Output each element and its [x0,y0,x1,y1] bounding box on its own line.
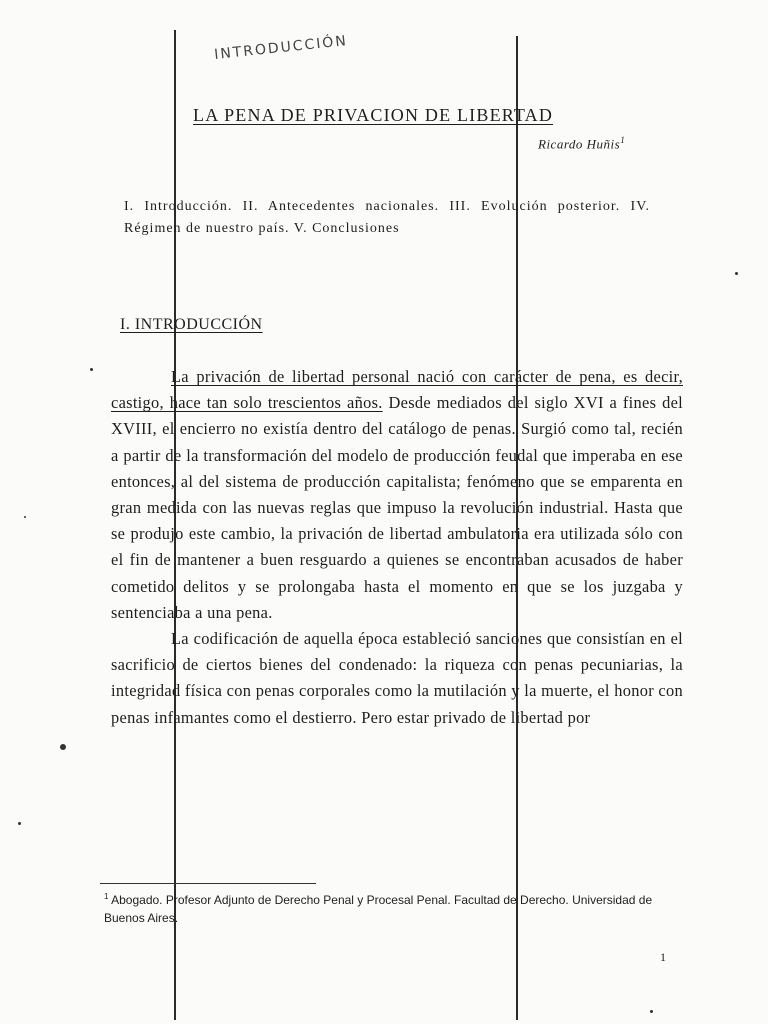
underlined-sentence: La privación de libertad personal nació con carácter de pena, es decir, castigo, hace tan solo trescientos años. [111,367,683,413]
footnote [104,888,694,927]
scan-speck [735,272,738,275]
scan-speck [60,744,66,750]
scan-speck [24,516,26,518]
document-title: LA PENA DE PRIVACION DE LIBERTAD [193,105,554,125]
page-number: 1 [660,950,666,964]
section-body [111,364,683,731]
footnote-text: Abogado. Profesor Adjunto de Derecho Penal y Procesal Penal. Facultad de Derecho. Universidad de Buenos Aires. [104,893,653,925]
section-heading: I. INTRODUCCIÓN [120,316,263,333]
handwritten-note: INTRODUCCIÓN [213,33,349,63]
scan-speck [18,822,21,825]
author-footnote-mark: 1 [620,135,626,145]
paragraph [111,364,683,626]
author [538,135,625,152]
footnote-mark: 1 [104,892,109,901]
table-of-contents-summary: I. Introducción. II. Antecedentes nacionales. III. Evolución posterior. IV. Régimen de nuestro país. V. Conclusiones [124,199,650,236]
footnote-separator [100,883,316,884]
paragraph: La codificación de aquella época estableció sanciones que consistían en el sacrificio de ciertos bienes del condenado: la riqueza con penas pecuniarias, la integridad física con penas corporales como la mutilación y la muerte, el honor con penas infamantes como el destierro. Pero estar privado de libertad por [111,629,683,727]
author-name: Ricardo Huñis [538,136,621,152]
scan-speck [650,1010,653,1013]
scan-speck [90,368,93,371]
paragraph-text: Desde mediados del siglo XVI a fines del XVIII, el encierro no existía dentro del catálogo de penas. Surgió como tal, recién a partir de la transformación del modelo de producción feudal que imperaba en ese entonces, al del sistema de producción capitalista; fenómeno que se emparenta en gran medida con las nuevas reglas que impuso la revolución industrial. Hasta que se produjo este cambio, la privación de libertad ambulatoria era utilizada sólo con el fin de mantener a buen resguardo a quienes se encontraban acusados de haber cometido delitos y se prolongaba hasta el momento en que se los juzgaba y sentenciaba a una pena. [111,393,683,622]
